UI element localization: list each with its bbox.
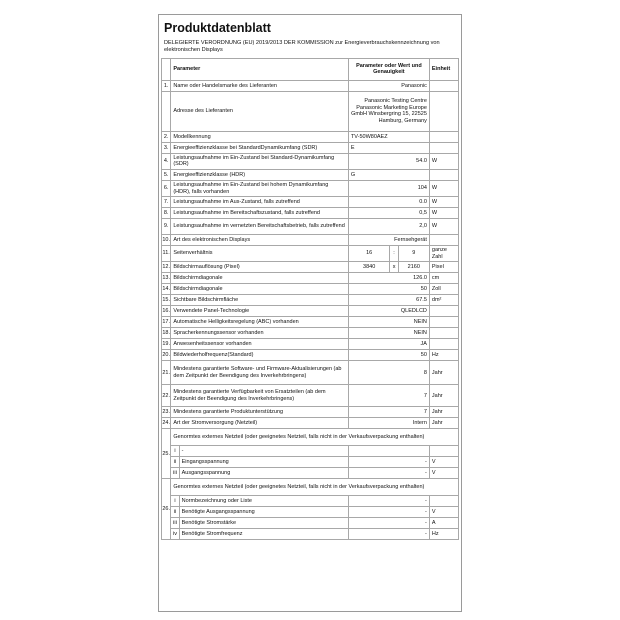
- row-unit: [429, 235, 458, 246]
- table-row: [162, 407, 459, 418]
- section-sub-row: [162, 529, 459, 540]
- sub-row-value: -: [348, 529, 429, 540]
- sub-row-value: [348, 446, 429, 457]
- sub-row-unit: [429, 446, 458, 457]
- row-parameter: Energieeffizienzklasse bei StandardDynamikumfang (SDR): [171, 142, 349, 153]
- row-unit: Jahr: [429, 418, 458, 429]
- row-unit: W: [429, 181, 458, 197]
- row-number: 16.: [162, 306, 171, 317]
- section-sub-row: [162, 507, 459, 518]
- sub-row-unit: V: [429, 457, 458, 468]
- table-row: [162, 385, 459, 407]
- sub-row-parameter: -: [179, 446, 348, 457]
- table-row: [162, 153, 459, 169]
- sub-row-unit: V: [429, 507, 458, 518]
- row-number: 3.: [162, 142, 171, 153]
- row-value: QLEDLCD: [348, 306, 429, 317]
- section-caption-row: [162, 429, 459, 446]
- sub-row-roman: ii: [171, 507, 179, 518]
- row-number: 20.: [162, 350, 171, 361]
- row-parameter: Sichtbare Bildschirmfläche: [171, 295, 349, 306]
- sub-row-parameter: Eingangsspannung: [179, 457, 348, 468]
- header-value: Parameter oder Wert und Genauigkeit: [348, 58, 429, 80]
- row-number: 21.: [162, 361, 171, 385]
- row-value: Intern: [348, 418, 429, 429]
- row-number: 24.: [162, 418, 171, 429]
- sub-row-roman: iii: [171, 468, 179, 479]
- row-unit: [429, 317, 458, 328]
- row-unit: ganze Zahl: [429, 246, 458, 262]
- table-row: [162, 328, 459, 339]
- row-number: 9.: [162, 219, 171, 235]
- sub-row-value: -: [348, 468, 429, 479]
- table-row: [162, 208, 459, 219]
- row-parameter: Verwendete Panel-Technologie: [171, 306, 349, 317]
- row-parameter: Leistungsaufnahme im Ein-Zustand bei Standard-Dynamikumfang (SDR): [171, 153, 349, 169]
- sub-row-roman: i: [171, 446, 179, 457]
- row-value: 2,0: [348, 219, 429, 235]
- row-parameter: Art des elektronischen Displays: [171, 235, 349, 246]
- table-row: [162, 350, 459, 361]
- row-unit: [429, 328, 458, 339]
- row-value: 50: [348, 284, 429, 295]
- row-parameter: Bildschirmauflösung (Pixel): [171, 262, 349, 273]
- ratio-separator: :: [390, 246, 398, 262]
- row-parameter: Bildschirmdiagonale: [171, 284, 349, 295]
- table-row: [162, 306, 459, 317]
- row-unit: [429, 142, 458, 153]
- row-unit: Jahr: [429, 361, 458, 385]
- row-number: 4.: [162, 153, 171, 169]
- section-caption: Genormtes externes Netzteil (oder geeignetes Netzteil, falls nicht in der Verkaufsverpackung enthalten): [171, 479, 459, 496]
- table-row: [162, 181, 459, 197]
- table-row: [162, 284, 459, 295]
- table-row: [162, 170, 459, 181]
- table-row: [162, 339, 459, 350]
- sub-row-unit: V: [429, 468, 458, 479]
- row-number: 15.: [162, 295, 171, 306]
- row-unit: [429, 80, 458, 91]
- table-header-row: [162, 58, 459, 80]
- row-parameter: Modellkennung: [171, 131, 349, 142]
- row-value: TV-50W80AEZ: [348, 131, 429, 142]
- row-unit: [429, 339, 458, 350]
- sub-row-value: -: [348, 507, 429, 518]
- section-sub-row: [162, 446, 459, 457]
- row-number: 14.: [162, 284, 171, 295]
- row-parameter: Leistungsaufnahme im Ein-Zustand bei hohem Dynamikumfang (HDR), falls vorhanden: [171, 181, 349, 197]
- row-parameter: Mindestens garantierte Software- und Firmware-Aktualisierungen (ab dem Zeitpunkt der Beendigung des Inverkehrbringens): [171, 361, 349, 385]
- sub-row-parameter: Benötigte Ausgangsspannung: [179, 507, 348, 518]
- section-number: 26.: [162, 479, 171, 540]
- table-row: [162, 142, 459, 153]
- row-parameter: Art der Stromversorgung (Netzteil): [171, 418, 349, 429]
- row-unit: Zoll: [429, 284, 458, 295]
- header-unit: Einheit: [429, 58, 458, 80]
- resolution-width: 3840: [348, 262, 390, 273]
- row-parameter: Leistungsaufnahme im Aus-Zustand, falls zutreffend: [171, 197, 349, 208]
- row-parameter: Mindestens garantierte Verfügbarkeit von Ersatzteilen (ab dem Zeitpunkt der Beendigung des Inverkehrbringens): [171, 385, 349, 407]
- sub-row-value: -: [348, 518, 429, 529]
- table-row: [162, 246, 459, 262]
- row-number: 11.: [162, 246, 171, 262]
- resolution-separator: x: [390, 262, 398, 273]
- row-parameter: Name oder Handelsmarke des Lieferanten: [171, 80, 349, 91]
- sub-row-parameter: Normbezeichnung oder Liste: [179, 496, 348, 507]
- row-value: 126.0: [348, 273, 429, 284]
- row-unit: [429, 170, 458, 181]
- header-index-cell: [162, 58, 171, 80]
- table-row: [162, 235, 459, 246]
- ratio-height: 9: [398, 246, 429, 262]
- row-value: Fernsehgerät: [348, 235, 429, 246]
- table-row: [162, 219, 459, 235]
- row-parameter: Anwesenheitssensor vorhanden: [171, 339, 349, 350]
- row-number: 1.: [162, 80, 171, 91]
- row-parameter: Energieeffizienzklasse (HDR): [171, 170, 349, 181]
- parameter-table: [161, 58, 459, 541]
- header-parameter: Parameter: [171, 58, 349, 80]
- sub-row-roman: i: [171, 496, 179, 507]
- section-caption: Genormtes externes Netzteil (oder geeignetes Netzteil, falls nicht in der Verkaufsverpackung enthalten): [171, 429, 459, 446]
- section-number: 25.: [162, 429, 171, 479]
- table-row: [162, 80, 459, 91]
- sub-row-value: -: [348, 496, 429, 507]
- row-number: 17.: [162, 317, 171, 328]
- row-parameter: Automatische Helligkeitsregelung (ABC) vorhanden: [171, 317, 349, 328]
- row-number: 23.: [162, 407, 171, 418]
- row-number: [162, 91, 171, 131]
- section-sub-row: [162, 457, 459, 468]
- row-unit: W: [429, 197, 458, 208]
- sub-row-roman: ii: [171, 457, 179, 468]
- row-unit: [429, 91, 458, 131]
- row-parameter: Seitenverhältnis: [171, 246, 349, 262]
- table-row: [162, 317, 459, 328]
- sub-row-unit: A: [429, 518, 458, 529]
- row-value: 0.0: [348, 197, 429, 208]
- row-parameter: Mindestens garantierte Produktunterstützung: [171, 407, 349, 418]
- row-parameter: Adresse des Lieferanten: [171, 91, 349, 131]
- section-sub-row: [162, 518, 459, 529]
- table-row: [162, 361, 459, 385]
- row-unit: [429, 306, 458, 317]
- section-sub-row: [162, 496, 459, 507]
- row-value: 50: [348, 350, 429, 361]
- sub-row-unit: Hz: [429, 529, 458, 540]
- row-value: 8: [348, 361, 429, 385]
- sub-row-parameter: Ausgangsspannung: [179, 468, 348, 479]
- ratio-width: 16: [348, 246, 390, 262]
- table-row: [162, 273, 459, 284]
- row-value: NEIN: [348, 317, 429, 328]
- row-unit: W: [429, 219, 458, 235]
- resolution-height: 2160: [398, 262, 429, 273]
- section-sub-row: [162, 468, 459, 479]
- table-row: [162, 91, 459, 131]
- row-unit: Hz: [429, 350, 458, 361]
- row-parameter: Leistungsaufnahme im vernetzten Bereitschaftsbetrieb, falls zutreffend: [171, 219, 349, 235]
- sub-row-unit: [429, 496, 458, 507]
- row-number: 19.: [162, 339, 171, 350]
- row-value: NEIN: [348, 328, 429, 339]
- row-value: 7: [348, 407, 429, 418]
- row-unit: W: [429, 153, 458, 169]
- row-number: 8.: [162, 208, 171, 219]
- row-unit: dm²: [429, 295, 458, 306]
- table-row: [162, 197, 459, 208]
- row-value: 104: [348, 181, 429, 197]
- row-value: 7: [348, 385, 429, 407]
- row-value: G: [348, 170, 429, 181]
- row-unit: W: [429, 208, 458, 219]
- row-value: Panasonic Testing Centre Panasonic Marketing Europe GmbH Winsbergring 15, 22525 Hamburg, Germany: [348, 91, 429, 131]
- regulation-intro: DELEGIERTE VERORDNUNG (EU) 2019/2013 DER KOMMISSION zur Energieverbrauchskennzeichnung von elektronischen Displays: [164, 40, 440, 54]
- table-row: [162, 295, 459, 306]
- row-parameter: Bildwiederholfrequenz(Standard): [171, 350, 349, 361]
- row-unit: Pixel: [429, 262, 458, 273]
- row-unit: [429, 131, 458, 142]
- row-unit: cm: [429, 273, 458, 284]
- row-number: 22.: [162, 385, 171, 407]
- row-value: 0,5: [348, 208, 429, 219]
- row-number: 6.: [162, 181, 171, 197]
- sub-row-value: -: [348, 457, 429, 468]
- product-data-sheet: [158, 14, 462, 612]
- document-title: Produktdatenblatt: [164, 21, 271, 35]
- row-number: 18.: [162, 328, 171, 339]
- row-parameter: Bildschirmdiagonale: [171, 273, 349, 284]
- row-number: 12.: [162, 262, 171, 273]
- row-parameter: Spracherkennungssensor vorhanden: [171, 328, 349, 339]
- table-row: [162, 262, 459, 273]
- sub-row-parameter: Benötigte Stromfrequenz: [179, 529, 348, 540]
- row-value: 54.0: [348, 153, 429, 169]
- table-row: [162, 418, 459, 429]
- row-value: E: [348, 142, 429, 153]
- row-value: JA: [348, 339, 429, 350]
- row-number: 5.: [162, 170, 171, 181]
- section-caption-row: [162, 479, 459, 496]
- sub-row-parameter: Benötigte Stromstärke: [179, 518, 348, 529]
- row-number: 10.: [162, 235, 171, 246]
- table-row: [162, 131, 459, 142]
- sub-row-roman: iv: [171, 529, 179, 540]
- row-value: 67.5: [348, 295, 429, 306]
- row-number: 13.: [162, 273, 171, 284]
- sub-row-roman: iii: [171, 518, 179, 529]
- row-parameter: Leistungsaufnahme im Bereitschaftszustand, falls zutreffend: [171, 208, 349, 219]
- row-number: 2.: [162, 131, 171, 142]
- row-number: 7.: [162, 197, 171, 208]
- row-unit: Jahr: [429, 407, 458, 418]
- row-value: Panasonic: [348, 80, 429, 91]
- row-unit: Jahr: [429, 385, 458, 407]
